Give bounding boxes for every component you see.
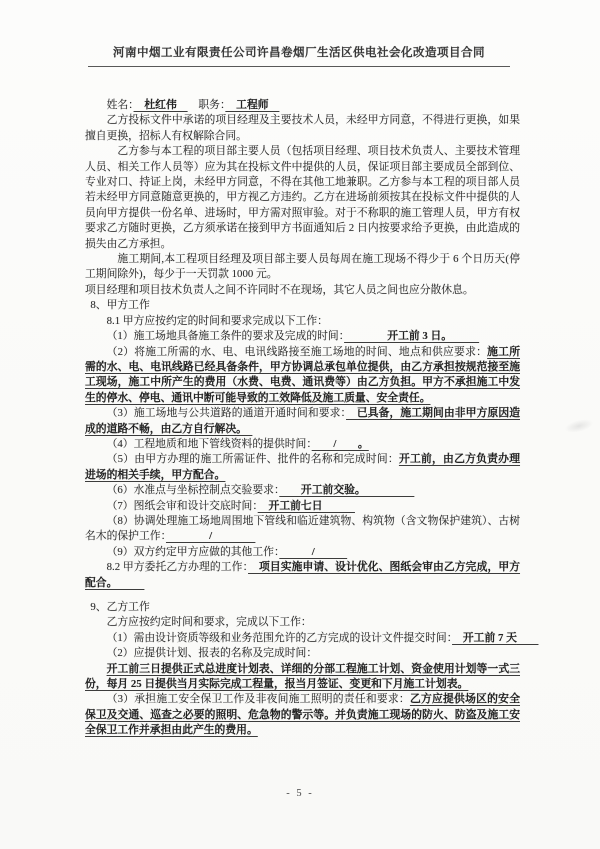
filled-blank: 开工前，由乙方负责办理进场的相关手续，甲方配合。 bbox=[85, 453, 521, 481]
text-run: 乙方投标文件中承诺的项目经理及主要技术人员，未经甲方同意，不得进行更换，如果擅自更换，招标人有权解除合同。 bbox=[85, 114, 520, 142]
text-run: （3）施工场地与公共道路的通道开通时间和要求： bbox=[106, 407, 347, 420]
filled-blank: 开工前 7 天 bbox=[452, 631, 539, 644]
document-header bbox=[88, 44, 510, 67]
item-8-1-3-road-access bbox=[85, 406, 520, 437]
filled-blank: 杜红伟 bbox=[133, 99, 188, 111]
text-run: （4）工程地质和地下管线资料的提供时间： bbox=[106, 437, 312, 450]
item-8-1-6-benchmark bbox=[85, 483, 520, 498]
text-run: （1）需由设计资质等级和业务范围允许的乙方完成的设计文件提交时间： bbox=[106, 631, 453, 644]
filled-blank: 开工前七日 bbox=[257, 499, 355, 512]
text-run: （8）协调处理施工场地周围地下管线和临近建筑物、构筑物（含文物保护建筑）、古树名木的保护工作： bbox=[85, 514, 520, 543]
text-run: 职务： bbox=[187, 99, 226, 111]
section-9-heading bbox=[85, 600, 520, 615]
item-8-1-5-permits bbox=[85, 452, 520, 483]
item-8-1-1-site-conditions bbox=[85, 329, 520, 344]
item-8-1-9-other-work bbox=[85, 545, 520, 560]
clause-rest-rotation-rule bbox=[85, 283, 520, 298]
text-run: 8.1 甲方应按约定的时间和要求完成以下工作： bbox=[106, 314, 328, 327]
filled-blank: / bbox=[279, 545, 348, 558]
filled-blank: / bbox=[165, 530, 256, 543]
clause-project-team-personnel bbox=[85, 144, 520, 252]
text-run: 施工期间,本工程项目经理及项目部主要人员每周在施工现场不得少于 6 个日历天(停工期间除外)，每少于一天罚款 1000 元。 bbox=[85, 253, 520, 281]
item-9-2-plans-reports bbox=[85, 646, 520, 661]
text-run: 项目经理和项目技术负责人之间不许同时不在现场，其它人员之间也应分散休息。 bbox=[85, 283, 474, 296]
clause-site-presence-requirement bbox=[85, 252, 520, 283]
text-run: （7）图纸会审和设计交底时间： bbox=[106, 499, 258, 512]
filled-blank: / 。 bbox=[311, 437, 369, 450]
scan-artifact bbox=[563, 417, 595, 436]
text-run: （9）双方约定甲方应做的其他工作： bbox=[106, 545, 280, 558]
clause-9-intro bbox=[85, 615, 520, 630]
clause-8-2-entrusted-work bbox=[85, 560, 520, 591]
text-run: （5）由甲方办理的施工所需证件、批件的名称和完成时间： bbox=[106, 453, 399, 466]
filled-blank: 开工前 3 日。 bbox=[344, 330, 480, 343]
filled-blank: 已具备，施工期间由非甲方原因造成的道路不畅，由乙方自行解决。 bbox=[85, 407, 520, 435]
section-8-heading bbox=[85, 298, 520, 313]
clause-project-manager-change bbox=[85, 113, 520, 144]
text-run: 9、乙方工作 bbox=[90, 601, 150, 613]
clause-8-1-intro bbox=[85, 314, 520, 329]
filled-blank: 项目实施申请、设计优化、图纸会审由乙方完成，甲方配合。 bbox=[85, 561, 521, 589]
text-run: 8、甲方工作 bbox=[90, 299, 150, 312]
item-8-1-8-protection-work bbox=[85, 514, 520, 545]
text-run: 8.2 甲方委托乙方办理的工作： bbox=[106, 561, 249, 574]
text-run: （2）将施工所需的水、电、电讯线路接至施工场地的时间、地点和供应要求： bbox=[106, 345, 488, 358]
text-run: 乙方应按约定时间和要求，完成以下工作： bbox=[106, 616, 312, 629]
text-run: 姓名： bbox=[106, 99, 134, 111]
item-9-2-detail bbox=[85, 662, 520, 693]
item-8-1-7-drawing-review bbox=[85, 499, 520, 514]
filled-blank: 施工所需的水、电、电讯线路已经具备条件，甲方协调总承包单位提供，由乙方承担按规范接至施工现场，施工中所产生的费用（水费、电费、通讯费等）由乙方负担。甲方不承担施工中发生的停水、停电、通讯中断可能导致的工效降低及施工质量、安全责任。 bbox=[85, 345, 520, 404]
page-number: - 5 - bbox=[286, 788, 314, 799]
text-run: （2）应提供计划、报表的名称及完成时间： bbox=[106, 647, 318, 660]
filled-blank: 开工前三日提供正式总进度计划表、详细的分部工程施工计划、资金使用计划等一式三份，每月 25 日提供当月实际完成工程量，报当月签证、变更和下月施工计划表。 bbox=[85, 662, 520, 691]
text-run: （3）承担施工安全保卫工作及非夜间施工照明的责任和要求： bbox=[106, 693, 410, 706]
text-run: 乙方参与本工程的项目部主要人员（包括项目经理、项目技术负责人、主要技术管理人员、相关工作人员等）应为其在投标文件中提供的人员，保证项目部主要成员全部到位、专业对口、持证上岗，未经甲方同意，不得在其他工地兼职。乙方参与本工程的项目部人员若未经甲方同意随意更换的，甲方视乙方违约。乙方在进场前须按其在投标文件中提供的人员向甲方提供一份名单、进场时，甲方需对照审验。对于不称职的施工管理人员，甲方有权要求乙方随时更换，乙方须承诺在接到甲方书面通知后 2 日内按要求给予更换，由此造成的损失由乙方承担。 bbox=[85, 145, 520, 250]
filled-blank: 开工前交验。 bbox=[279, 484, 415, 497]
item-9-1-design-documents bbox=[85, 631, 539, 646]
document-body bbox=[85, 98, 539, 739]
item-8-1-4-geology-data bbox=[85, 437, 520, 452]
filled-blank: 工程师 bbox=[225, 99, 280, 111]
item-9-3-security-lighting bbox=[85, 692, 520, 738]
item-8-1-2-utilities bbox=[85, 345, 520, 407]
document-title: 河南中烟工业有限责任公司许昌卷烟厂生活区供电社会化改造项目合同 bbox=[113, 47, 485, 59]
text-run: （6）水准点与坐标控制点交验要求： bbox=[106, 484, 280, 497]
text-run: （1）施工场地具备施工条件的要求及完成的时间： bbox=[106, 330, 345, 343]
name-and-title-line bbox=[85, 98, 520, 113]
filled-blank: 乙方应提供场区的安全保卫及交通、巡查之必要的照明、危急物的警示等。并负责施工现场的防火、防盗及施工安全保卫工作并承担由此产生的费用。 bbox=[85, 693, 520, 737]
